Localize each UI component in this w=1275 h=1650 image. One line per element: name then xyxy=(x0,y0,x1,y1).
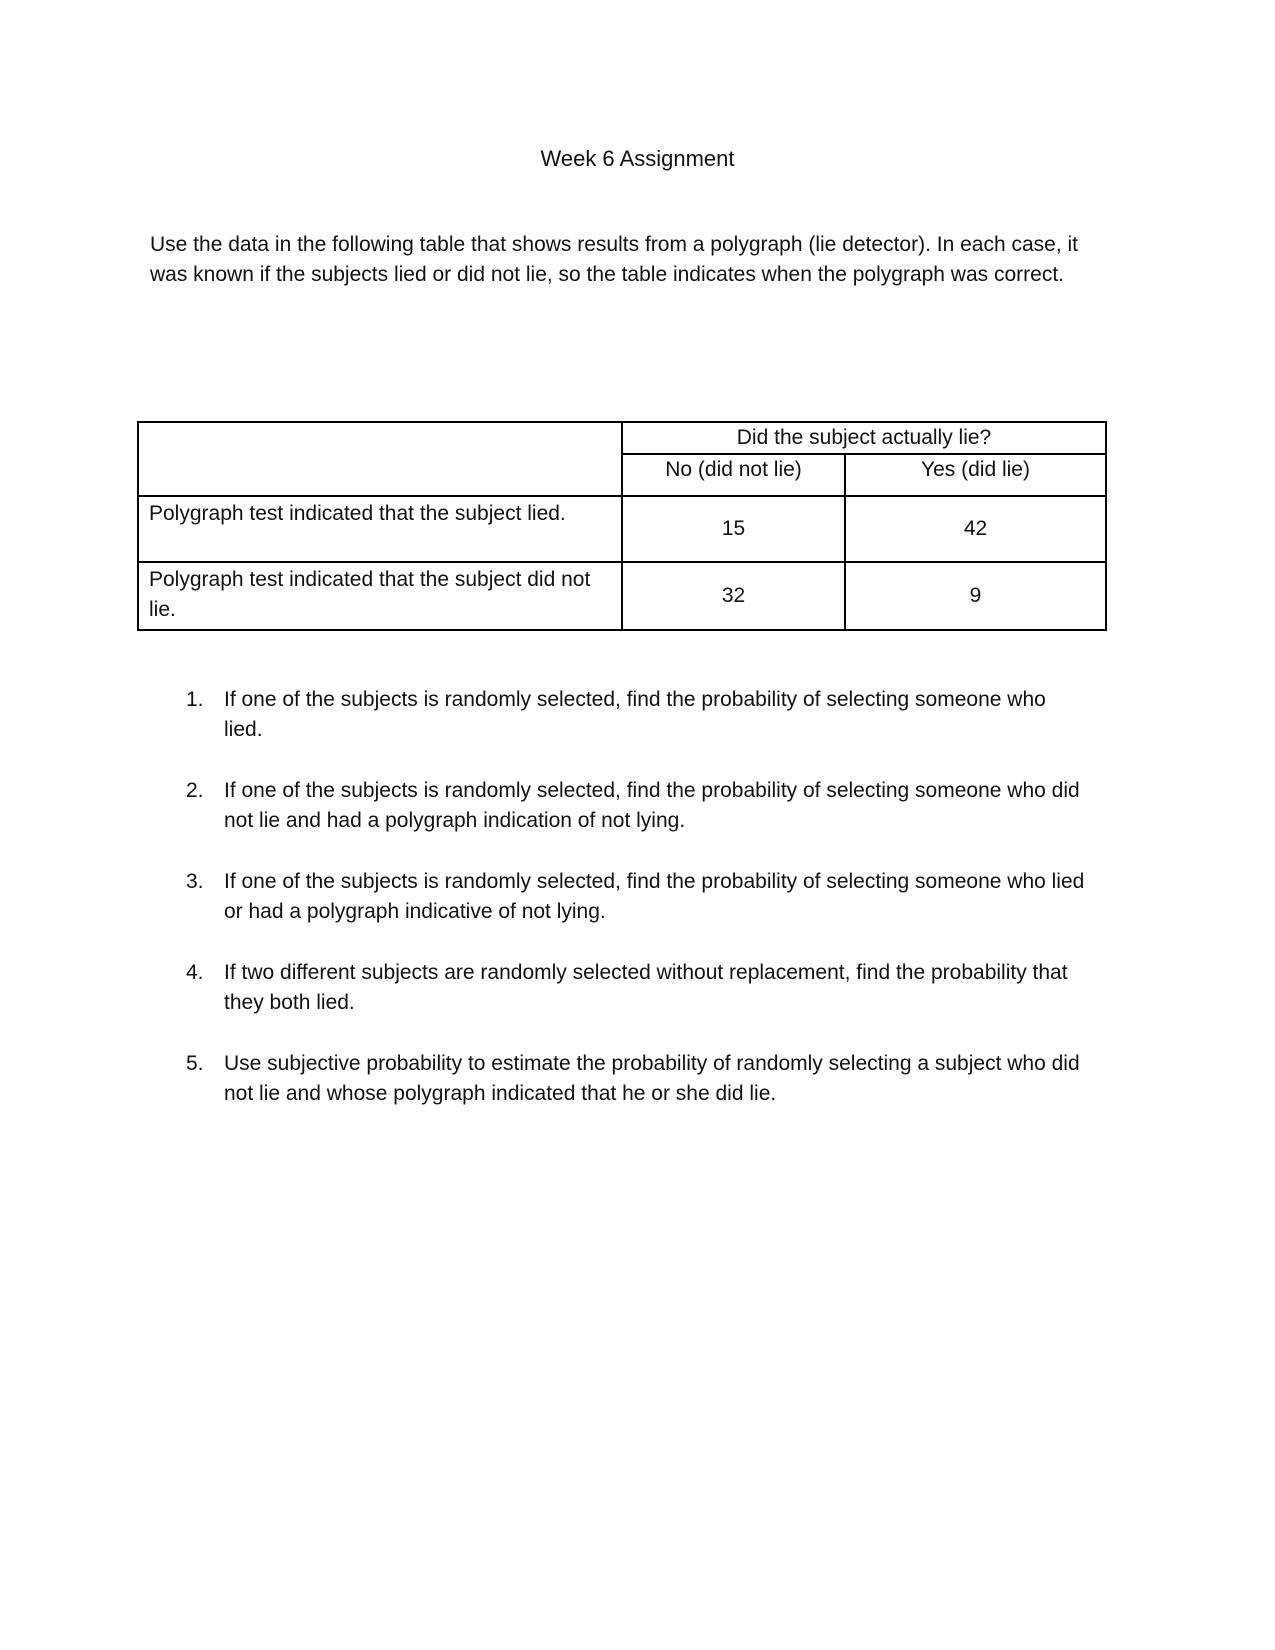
row-label-not-lied: Polygraph test indicated that the subject did not lie. xyxy=(138,562,622,630)
table-corner-cell xyxy=(138,422,622,496)
question-number: 1. xyxy=(186,688,204,711)
list-item xyxy=(186,776,1086,836)
intro-paragraph xyxy=(150,230,1110,290)
question-number: 2. xyxy=(186,779,204,802)
question-text: If one of the subjects is randomly selected, find the probability of selecting someone who did not lie and had a polygraph indication of not lying. xyxy=(224,779,1080,832)
cell-notlied-yes: 9 xyxy=(845,562,1106,630)
group-header: Did the subject actually lie? xyxy=(622,422,1106,454)
list-item xyxy=(186,685,1086,745)
row-label-lied: Polygraph test indicated that the subject lied. xyxy=(138,496,622,562)
intro-text: Use the data in the following table that shows results from a polygraph (lie detector). In each case, it was known if the subjects lied or did not lie, so the table indicates when the polygraph was correct. xyxy=(150,233,1078,286)
table-header-row-group xyxy=(138,422,1106,454)
question-number: 3. xyxy=(186,870,204,893)
cell-lied-yes: 42 xyxy=(845,496,1106,562)
question-text: If one of the subjects is randomly selected, find the probability of selecting someone who lied. xyxy=(224,688,1046,741)
column-header-yes: Yes (did lie) xyxy=(845,454,1106,496)
question-number: 4. xyxy=(186,961,204,984)
cell-lied-no: 15 xyxy=(622,496,845,562)
question-text: If one of the subjects is randomly selected, find the probability of selecting someone who lied or had a polygraph indicative of not lying. xyxy=(224,870,1085,923)
column-header-no: No (did not lie) xyxy=(622,454,845,496)
question-text: If two different subjects are randomly selected without replacement, find the probability that they both lied. xyxy=(224,961,1068,1014)
list-item xyxy=(186,958,1086,1018)
table-row xyxy=(138,562,1106,630)
list-item xyxy=(186,867,1086,927)
question-list xyxy=(186,685,1086,1140)
list-item xyxy=(186,1049,1086,1109)
table-row xyxy=(138,496,1106,562)
question-text: Use subjective probability to estimate the probability of randomly selecting a subject who did not lie and whose polygraph indicated that he or she did lie. xyxy=(224,1052,1080,1105)
cell-notlied-no: 32 xyxy=(622,562,845,630)
page-title: Week 6 Assignment xyxy=(540,146,735,171)
polygraph-table xyxy=(137,421,1107,631)
question-number: 5. xyxy=(186,1052,204,1075)
